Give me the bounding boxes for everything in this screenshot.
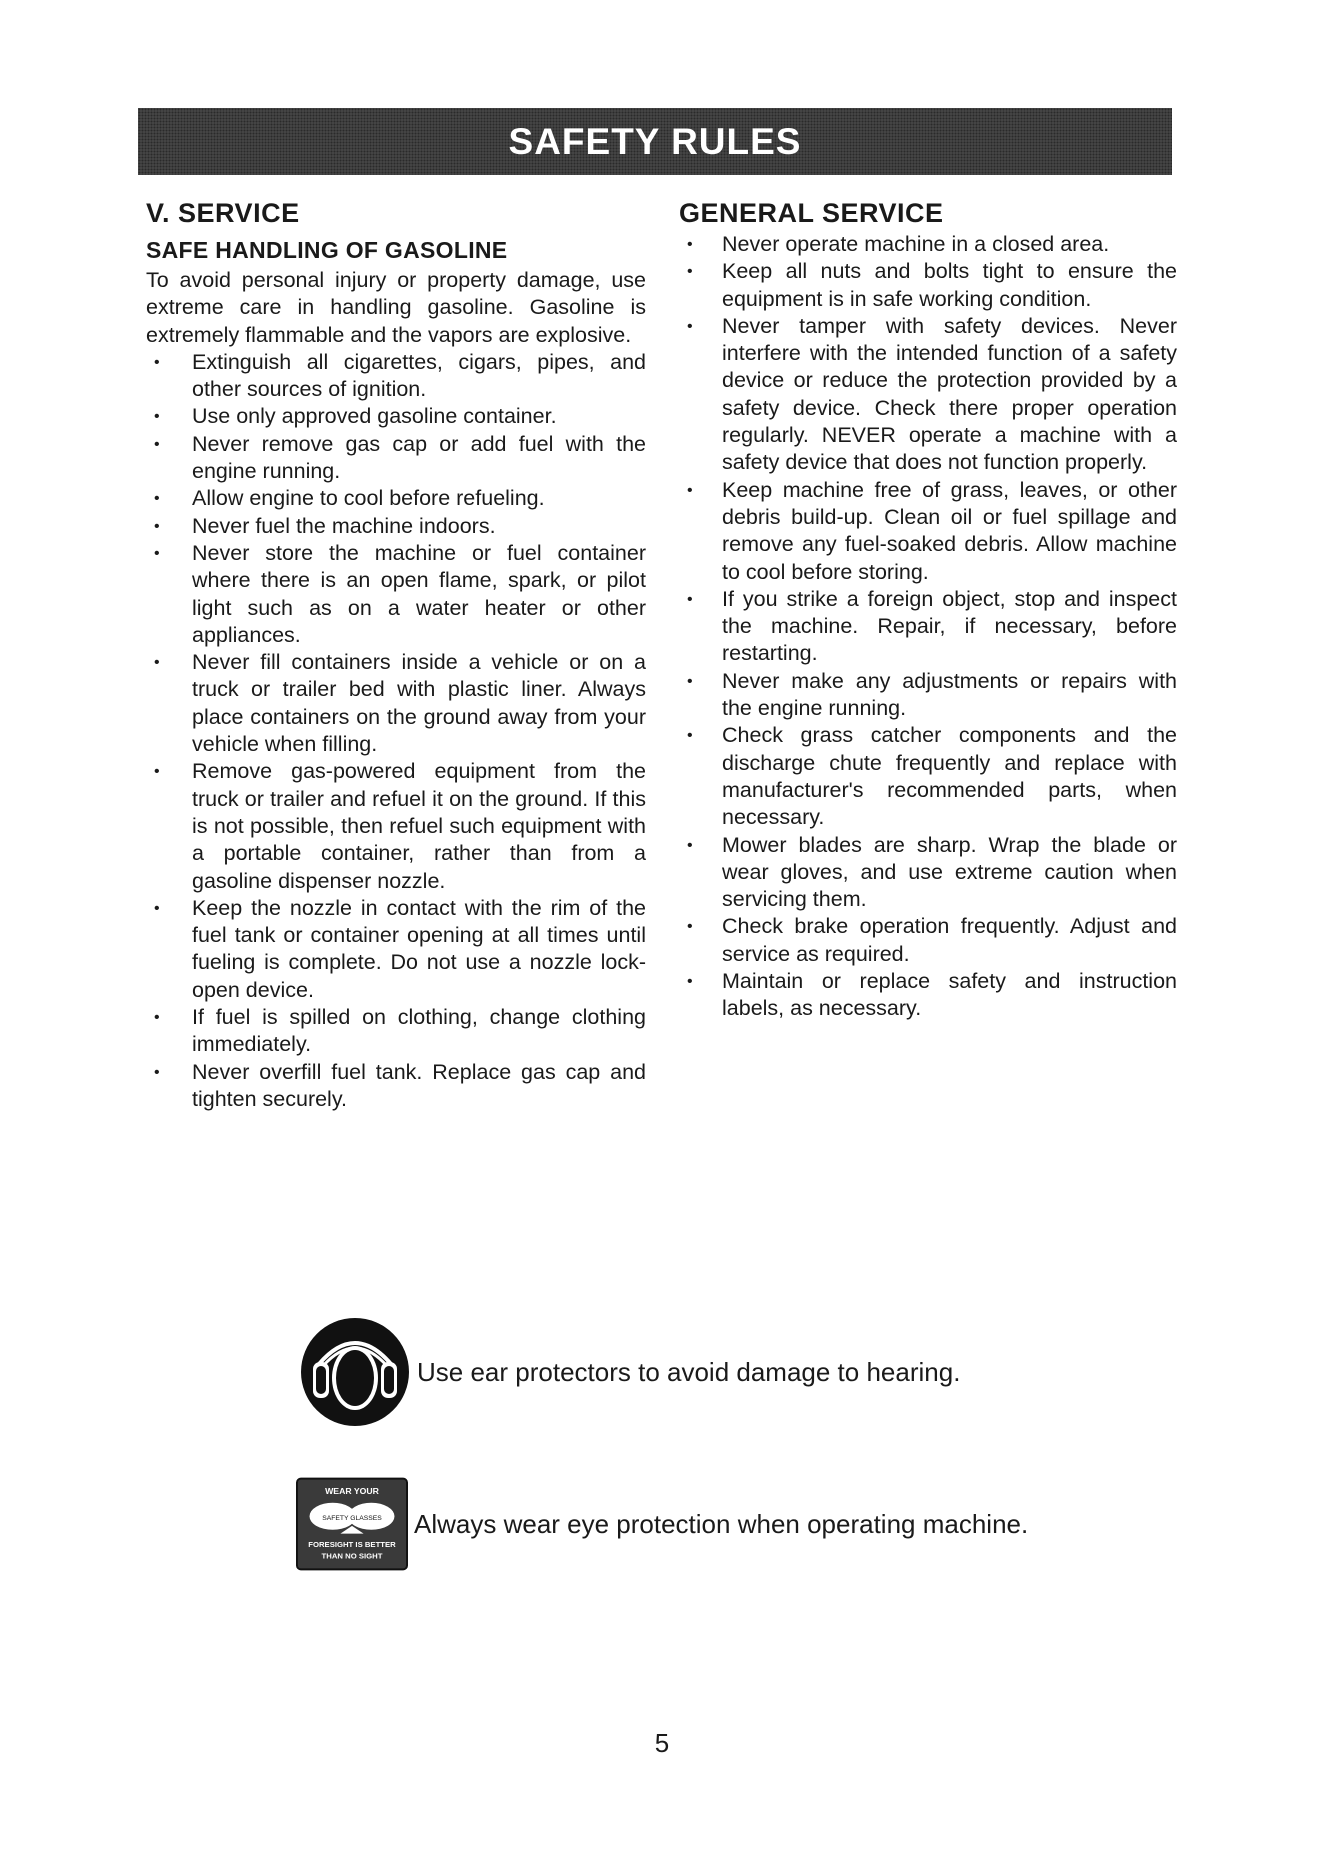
safety-glasses-line-1: WEAR YOUR (325, 1486, 379, 1497)
list-item: • Never fill containers inside a vehicle or on a truck or trailer bed with plastic liner. Always place containers on the ground away from your vehicle when filling. (146, 649, 646, 758)
list-item: • Allow engine to cool before refueling. (146, 485, 646, 512)
list-item: • Never remove gas cap or add fuel with the engine running. (146, 431, 646, 486)
list-item: • Never make any adjustments or repairs with the engine running. (679, 668, 1177, 723)
list-item: • Keep machine free of grass, leaves, or other debris build-up. Clean oil or fuel spillage and remove any fuel-soaked debris. Allow machine to cool before storing. (679, 477, 1177, 586)
list-item: • Keep all nuts and bolts tight to ensure the equipment is in safe working condition. (679, 258, 1177, 313)
left-column (146, 198, 646, 1113)
list-item: • Never overfill fuel tank. Replace gas cap and tighten securely. (146, 1059, 646, 1114)
banner-title: SAFETY RULES (508, 120, 802, 162)
list-item: • Check grass catcher components and the discharge chute frequently and replace with manufacturer's recommended parts, when necessary. (679, 722, 1177, 831)
gasoline-intro: To avoid personal injury or property damage, use extreme care in handling gasoline. Gasoline is extremely flammable and the vapors are explosive. (146, 268, 646, 347)
list-item: • Never fuel the machine indoors. (146, 513, 646, 540)
safety-glasses-line-3: FORESIGHT IS BETTER (308, 1540, 396, 1550)
safety-rules-banner (138, 108, 1172, 175)
section-title-service: V. SERVICE (146, 198, 300, 228)
ear-protection-text: Use ear protectors to avoid damage to hearing. (417, 1356, 961, 1387)
list-item: • If you strike a foreign object, stop and inspect the machine. Repair, if necessary, before restarting. (679, 586, 1177, 668)
general-service-rules-list (679, 231, 1177, 1023)
eye-protection-notice (296, 1468, 1028, 1580)
section-title-general-service: GENERAL SERVICE (679, 198, 944, 228)
list-item: • Never tamper with safety devices. Never interfere with the intended function of a safety device or reduce the protection provided by a safety device. Check there proper operation regularly. NEVER operate a machine with a safety device that does not function properly. (679, 313, 1177, 477)
list-item: • Extinguish all cigarettes, cigars, pipes, and other sources of ignition. (146, 349, 646, 404)
list-item: • If fuel is spilled on clothing, change clothing immediately. (146, 1004, 646, 1059)
right-column (679, 198, 1177, 1023)
list-item: • Use only approved gasoline container. (146, 403, 646, 430)
safety-glasses-icon (296, 1468, 408, 1580)
eye-protection-text: Always wear eye protection when operating machine. (414, 1508, 1029, 1539)
safety-glasses-line-2: SAFETY GLASSES (322, 1515, 382, 1523)
ear-protector-icon (299, 1316, 411, 1428)
list-item: • Check brake operation frequently. Adjust and service as required. (679, 913, 1177, 968)
gasoline-rules-list (146, 349, 646, 1113)
list-item: • Remove gas-powered equipment from the truck or trailer and refuel it on the ground. If this is not possible, then refuel such equipment with a portable container, rather than from a gasoline dispenser nozzle. (146, 758, 646, 894)
list-item: • Never store the machine or fuel container where there is an open flame, spark, or pilot light such as on a water heater or other appliances. (146, 540, 646, 649)
list-item: • Keep the nozzle in contact with the rim of the fuel tank or container opening at all times until fueling is complete. Do not use a nozzle lock-open device. (146, 895, 646, 1004)
list-item: • Never operate machine in a closed area. (679, 231, 1177, 258)
page-number: 5 (654, 1728, 670, 1758)
list-item: • Mower blades are sharp. Wrap the blade or wear gloves, and use extreme caution when servicing them. (679, 832, 1177, 914)
ear-protection-notice (299, 1316, 960, 1428)
subsection-title-gasoline: SAFE HANDLING OF GASOLINE (146, 237, 508, 263)
list-item: • Maintain or replace safety and instruction labels, as necessary. (679, 968, 1177, 1023)
safety-glasses-line-4: THAN NO SIGHT (321, 1551, 383, 1561)
